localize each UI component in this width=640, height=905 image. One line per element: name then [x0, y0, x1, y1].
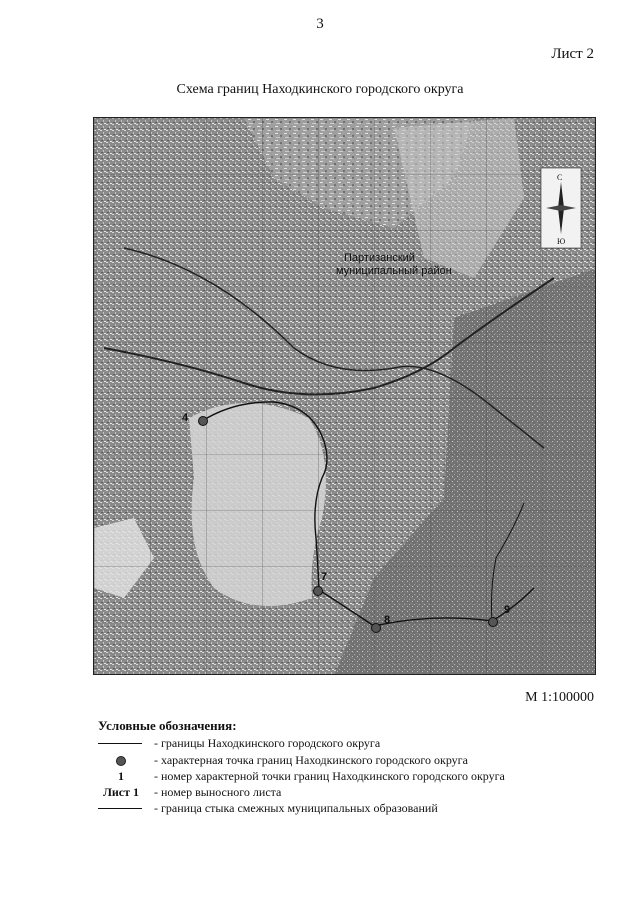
topographic-map [93, 117, 596, 675]
compass-south-label: Ю [557, 237, 566, 246]
sheet-number-symbol: Лист 1 [102, 785, 140, 799]
legend-item-junction [96, 801, 616, 816]
sheet-label: Лист 2 [551, 46, 594, 62]
boundary-line-symbol [98, 743, 142, 744]
map-scale: М 1:100000 [525, 690, 594, 705]
legend-item-point [96, 753, 616, 768]
compass-north-label: С [557, 173, 563, 182]
legend-item-point-number [96, 769, 616, 784]
legend-text: - номер выносного листа [154, 785, 282, 799]
legend-title: Условные обозначения: [98, 718, 237, 733]
legend-text: - характерная точка границ Находкинского городского округа [154, 753, 468, 767]
boundary-point-number: 4 [182, 412, 189, 424]
boundary-point-number: 7 [321, 571, 328, 583]
boundary-point-symbol [116, 756, 126, 766]
boundary-point-number: 8 [384, 614, 391, 626]
legend-text: - границы Находкинского городского округа [154, 736, 381, 750]
legend-text: - номер характерной точки границ Находкинского городского округа [154, 769, 505, 783]
legend-text: - граница стыка смежных муниципальных образований [154, 801, 438, 815]
junction-line-symbol [98, 808, 142, 809]
legend-item-sheet-number [96, 785, 616, 800]
legend-item-boundary [96, 736, 616, 751]
point-number-symbol: 1 [118, 769, 124, 783]
page-number: 3 [316, 16, 324, 32]
compass-rose [541, 168, 581, 248]
boundary-point-number: 9 [504, 604, 511, 616]
district-label: Партизанский [344, 252, 415, 264]
map-grid [94, 118, 596, 675]
map-canvas [94, 118, 596, 675]
map-title: Схема границ Находкинского городского округа [176, 82, 464, 97]
district-label: муниципальный район [336, 265, 452, 277]
